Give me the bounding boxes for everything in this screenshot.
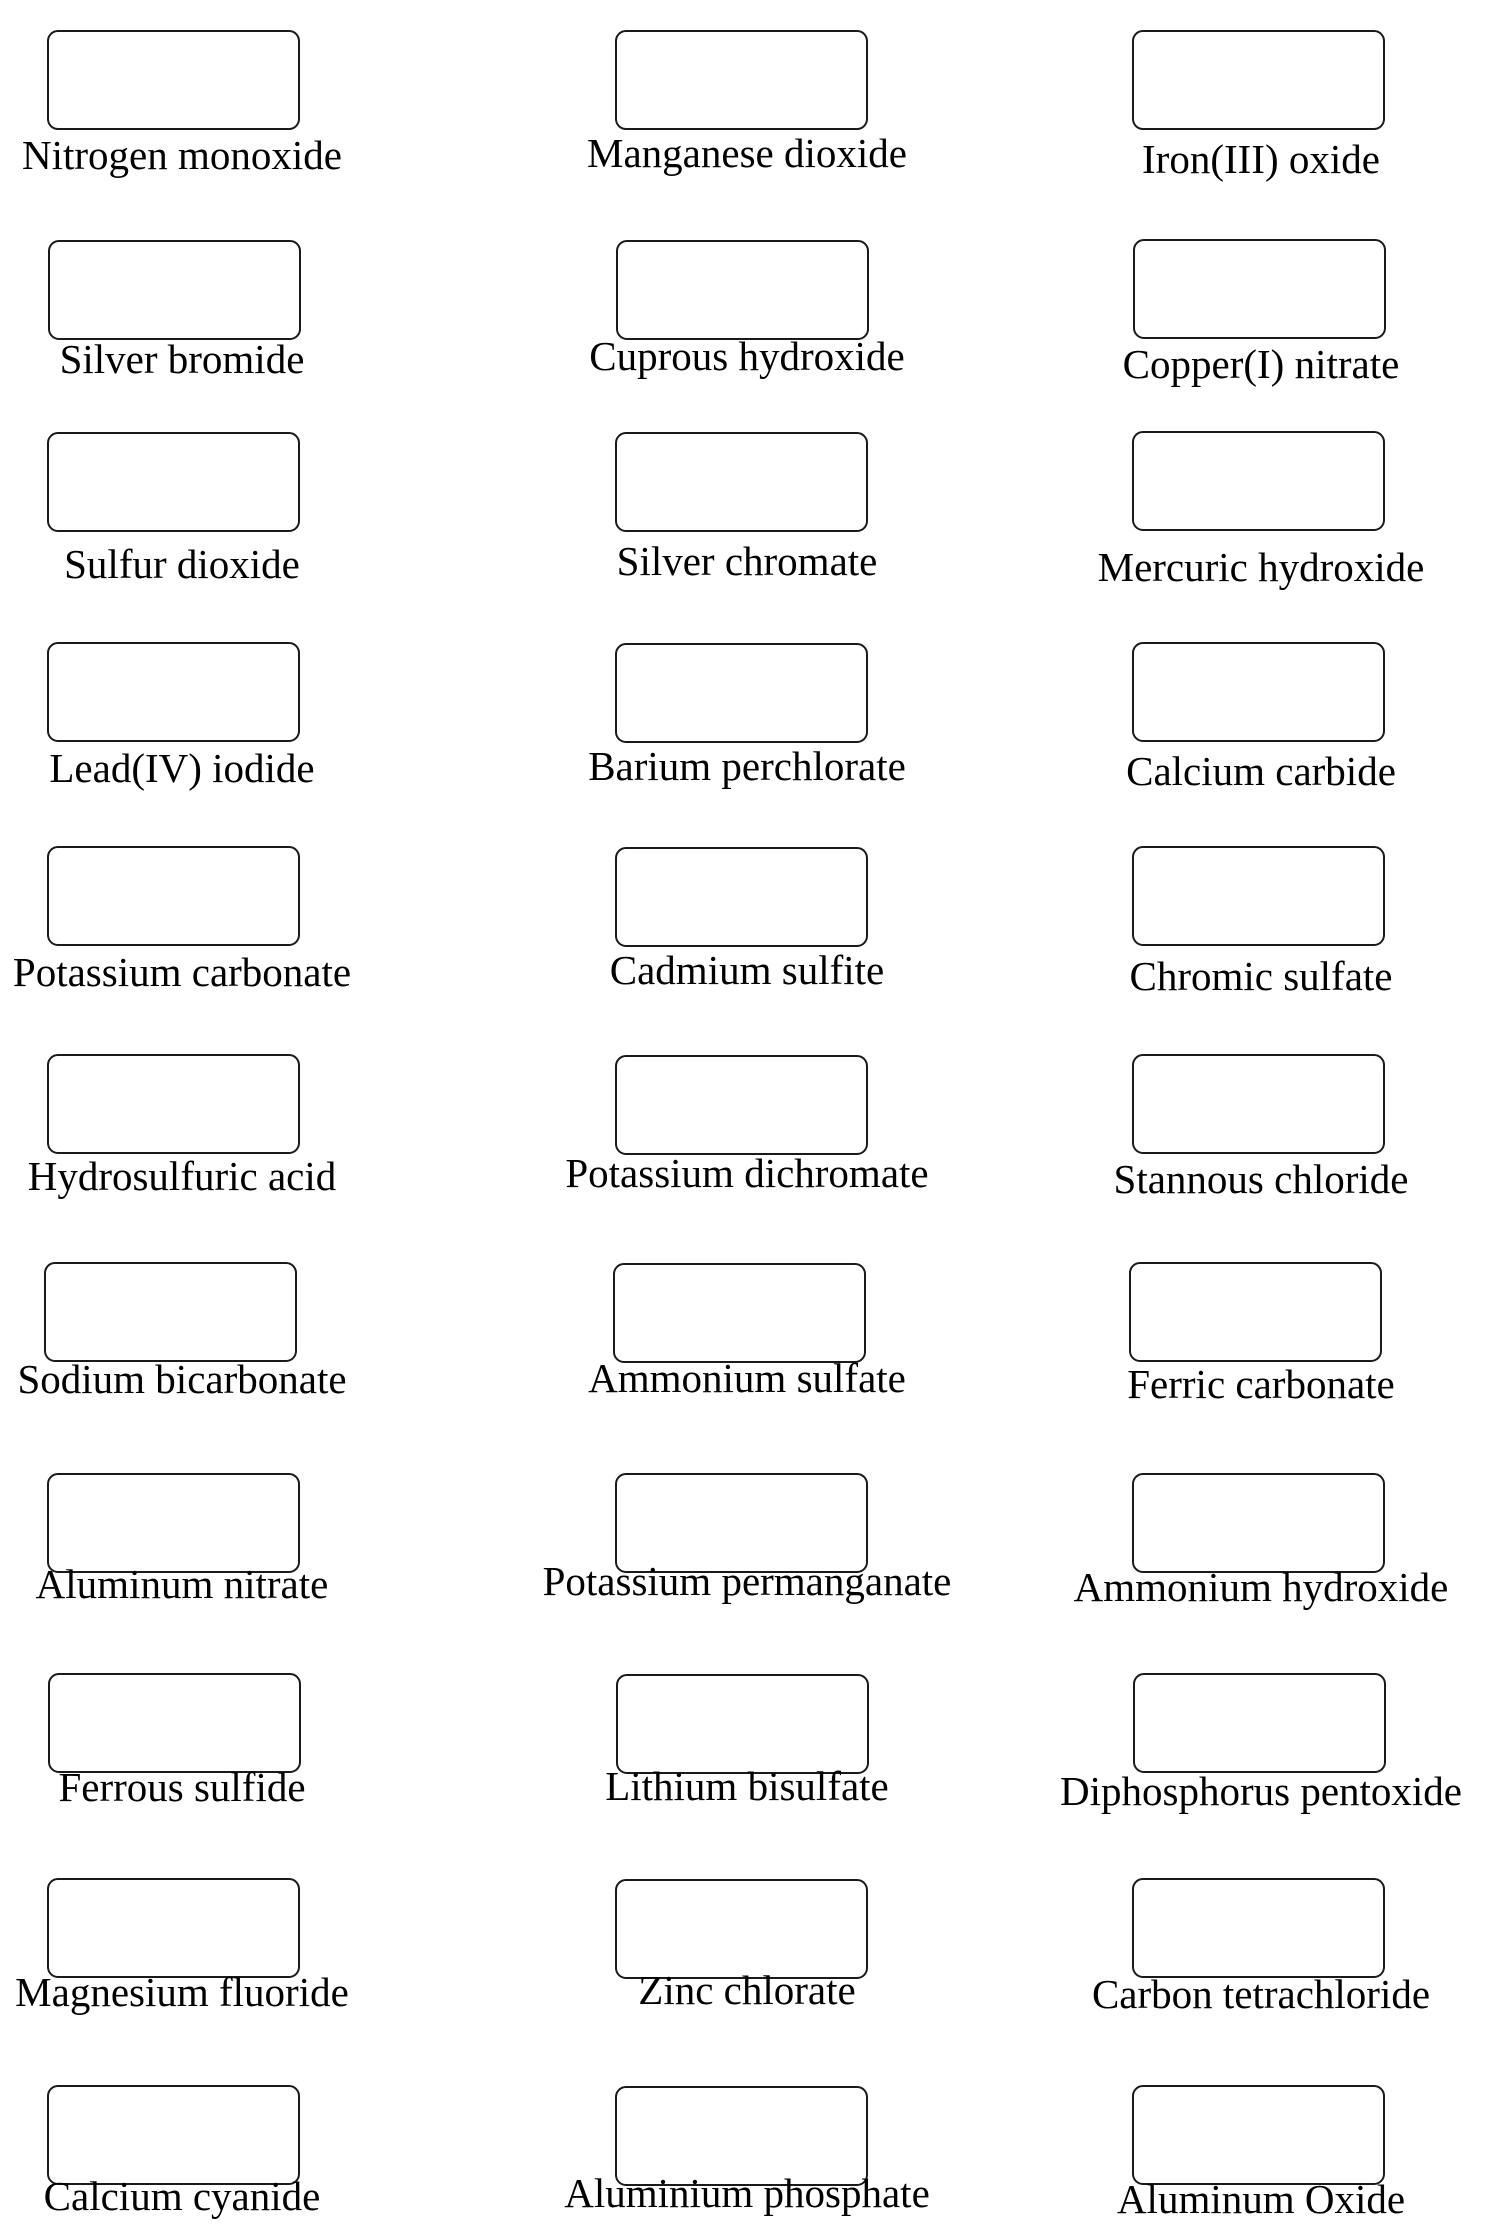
compound-name-label: Silver chromate — [616, 538, 878, 584]
formula-answer-field[interactable] — [615, 1055, 868, 1155]
compound-name-label: Potassium carbonate — [12, 949, 352, 995]
formula-answer-field[interactable] — [1133, 1673, 1386, 1773]
formula-answer-field[interactable] — [616, 1674, 869, 1774]
compound-name-label: Sodium bicarbonate — [17, 1356, 347, 1402]
formula-answer-field[interactable] — [47, 30, 300, 130]
formula-answer-field[interactable] — [47, 1054, 300, 1154]
formula-answer-field[interactable] — [616, 240, 869, 340]
compound-name-label: Aluminium phosphate — [564, 2170, 930, 2216]
formula-answer-field[interactable] — [1132, 1473, 1385, 1573]
formula-answer-field[interactable] — [613, 1263, 866, 1363]
compound-name-label: Iron(III) oxide — [1142, 136, 1380, 182]
formula-answer-field[interactable] — [615, 847, 868, 947]
formula-answer-field[interactable] — [44, 1262, 297, 1362]
formula-answer-field[interactable] — [1132, 2085, 1385, 2185]
compound-name-label: Chromic sulfate — [1129, 953, 1393, 999]
compound-name-label: Zinc chlorate — [638, 1967, 856, 2013]
formula-answer-field[interactable] — [615, 2086, 868, 2186]
compound-name-label: Aluminum nitrate — [35, 1561, 329, 1607]
compound-name-label: Cuprous hydroxide — [589, 333, 905, 379]
formula-answer-field[interactable] — [47, 2085, 300, 2185]
compound-name-label: Silver bromide — [59, 336, 305, 382]
formula-answer-field[interactable] — [47, 642, 300, 742]
formula-answer-field[interactable] — [1132, 431, 1385, 531]
compound-name-label: Lead(IV) iodide — [49, 745, 315, 791]
formula-answer-field[interactable] — [1132, 1878, 1385, 1978]
compound-name-label: Calcium cyanide — [43, 2173, 321, 2219]
compound-name-label: Barium perchlorate — [588, 743, 906, 789]
formula-answer-field[interactable] — [1132, 30, 1385, 130]
compound-name-label: Aluminum Oxide — [1116, 2176, 1406, 2222]
compound-name-label: Ammonium hydroxide — [1073, 1564, 1449, 1610]
compound-name-label: Calcium carbide — [1126, 748, 1396, 794]
compound-name-label: Manganese dioxide — [587, 130, 907, 176]
compound-name-label: Carbon tetrachloride — [1091, 1971, 1431, 2017]
compound-name-label: Cadmium sulfite — [609, 947, 885, 993]
formula-answer-field[interactable] — [615, 30, 868, 130]
compound-name-label: Ferric carbonate — [1127, 1361, 1395, 1407]
formula-answer-field[interactable] — [47, 1878, 300, 1978]
compound-name-label: Stannous chloride — [1113, 1156, 1409, 1202]
formula-answer-field[interactable] — [615, 432, 868, 532]
formula-answer-field[interactable] — [1132, 642, 1385, 742]
compound-name-label: Ammonium sulfate — [588, 1355, 906, 1401]
formula-answer-field[interactable] — [1132, 1054, 1385, 1154]
formula-answer-field[interactable] — [48, 1673, 301, 1773]
compound-name-label: Hydrosulfuric acid — [27, 1153, 337, 1199]
formula-answer-field[interactable] — [1129, 1262, 1382, 1362]
compound-name-label: Nitrogen monoxide — [22, 132, 342, 178]
formula-answer-field[interactable] — [47, 1473, 300, 1573]
formula-answer-field[interactable] — [47, 432, 300, 532]
formula-answer-field[interactable] — [615, 643, 868, 743]
formula-answer-field[interactable] — [47, 846, 300, 946]
compound-name-label: Magnesium fluoride — [15, 1969, 349, 2015]
compound-name-label: Lithium bisulfate — [605, 1763, 889, 1809]
formula-answer-field[interactable] — [615, 1473, 868, 1573]
compound-name-label: Potassium permanganate — [542, 1558, 952, 1604]
formula-answer-field[interactable] — [1133, 239, 1386, 339]
formula-answer-field[interactable] — [615, 1879, 868, 1979]
formula-answer-field[interactable] — [48, 240, 301, 340]
compound-name-label: Diphosphorus pentoxide — [1060, 1768, 1462, 1814]
compound-name-label: Copper(I) nitrate — [1122, 341, 1400, 387]
compound-name-label: Ferrous sulfide — [58, 1764, 306, 1810]
compound-name-label: Mercuric hydroxide — [1097, 544, 1425, 590]
compound-name-label: Sulfur dioxide — [64, 541, 300, 587]
compound-name-label: Potassium dichromate — [565, 1150, 929, 1196]
formula-answer-field[interactable] — [1132, 846, 1385, 946]
